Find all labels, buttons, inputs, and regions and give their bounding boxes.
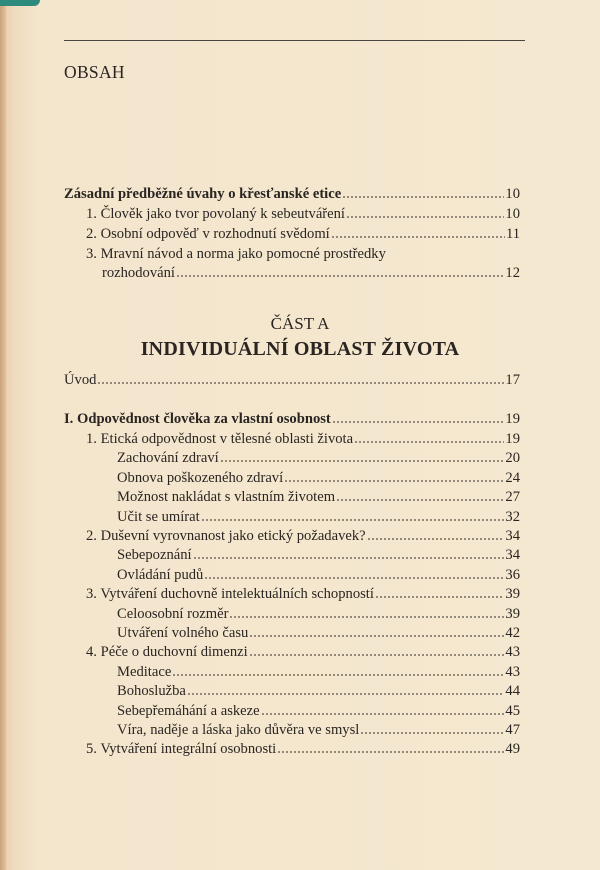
dot-leader — [97, 381, 504, 385]
dot-leader — [375, 595, 505, 599]
entry-title-line1: 3. Mravní návod a norma jako pomocné prostředky — [86, 246, 386, 262]
toc-entry — [86, 527, 520, 545]
toc-entry — [117, 624, 520, 642]
toc-entry — [86, 205, 520, 223]
entry-title: I. Odpovědnost člověka za vlastní osobnost — [64, 411, 331, 427]
toc-entry-uvod — [64, 371, 520, 389]
entry-title: Celoosobní rozměr — [117, 605, 229, 622]
entry-title: Ovládání pudů — [117, 566, 204, 583]
entry-page: 39 — [505, 586, 520, 603]
toc-entry — [117, 546, 520, 564]
dot-leader — [249, 653, 505, 657]
entry-page: 20 — [505, 450, 520, 467]
dot-leader — [261, 712, 505, 716]
toc-entry — [117, 663, 520, 681]
entry-title: Meditace — [117, 663, 172, 680]
toc-entry — [86, 643, 520, 661]
dot-leader — [336, 498, 504, 502]
entry-title: Zachování zdraví — [117, 450, 219, 467]
part-title: INDIVIDUÁLNÍ OBLAST ŽIVOTA — [140, 338, 460, 360]
dot-leader — [277, 750, 504, 754]
dot-leader — [229, 615, 504, 619]
entry-page: 12 — [505, 265, 520, 281]
toc-entry — [117, 469, 520, 487]
entry-page: 34 — [505, 547, 520, 564]
entry-page: 19 — [505, 411, 520, 427]
dot-leader — [176, 274, 504, 278]
dot-leader — [367, 537, 505, 541]
page-gutter — [0, 0, 6, 870]
toc-chapter-title — [64, 410, 520, 428]
entry-title: Možnost nakládat s vlastním životem — [117, 489, 336, 506]
entry-page: 39 — [505, 605, 520, 622]
entry-page: 27 — [505, 489, 520, 506]
entry-title: Sebepřemáhání a askeze — [117, 702, 260, 719]
entry-page: 44 — [505, 683, 520, 700]
entry-title: 4. Péče o duchovní dimenzi — [86, 644, 248, 661]
dot-leader — [187, 692, 504, 696]
entry-page: 43 — [505, 663, 520, 680]
toc-entry — [86, 740, 520, 758]
toc-entry — [117, 508, 520, 526]
toc-entry — [86, 430, 520, 448]
entry-title: Obnova poškozeného zdraví — [117, 469, 284, 486]
toc-entry-intro — [64, 185, 520, 203]
entry-title: 2. Duševní vyrovnanost jako etický požadavek? — [86, 528, 366, 544]
dot-leader — [284, 479, 504, 483]
toc-entry — [117, 566, 520, 584]
entry-title: Víra, naděje a láska jako důvěra ve smysl — [117, 722, 360, 738]
toc-entry — [102, 264, 520, 282]
entry-title: 1. Etická odpovědnost v tělesné oblasti života — [86, 431, 354, 447]
dot-leader — [193, 556, 505, 560]
dot-leader — [249, 634, 504, 638]
entry-title: Úvod — [64, 372, 97, 388]
entry-page: 47 — [505, 722, 520, 738]
entry-title: Zásadní předběžné úvahy o křesťanské etice — [64, 186, 342, 202]
bookmark-tab — [0, 0, 40, 6]
dot-leader — [346, 215, 504, 219]
entry-page: 11 — [505, 226, 520, 242]
toc-entry — [86, 585, 520, 603]
entry-page: 49 — [505, 741, 520, 758]
header-rule — [64, 40, 525, 41]
part-label: ČÁST A — [270, 314, 330, 333]
entry-page: 34 — [505, 528, 520, 544]
entry-page: 42 — [505, 625, 520, 641]
toc-entry — [117, 682, 520, 700]
dot-leader — [360, 731, 504, 735]
entry-page: 10 — [505, 206, 520, 222]
toc-entry — [117, 702, 520, 720]
entry-page: 10 — [505, 186, 520, 202]
entry-page: 17 — [505, 372, 520, 388]
entry-page: 45 — [505, 702, 520, 719]
entry-page: 19 — [505, 431, 520, 447]
entry-page: 43 — [505, 644, 520, 661]
dot-leader — [220, 459, 505, 463]
entry-title: 1. Člověk jako tvor povolaný k sebeutváření — [86, 206, 345, 222]
toc-entry — [117, 449, 520, 467]
dot-leader — [172, 673, 504, 677]
entry-title: Bohoslužba — [117, 683, 186, 700]
contents-heading: OBSAH — [64, 62, 125, 82]
entry-title-line2: rozhodování — [102, 265, 175, 281]
dot-leader — [332, 420, 505, 424]
entry-page: 32 — [505, 508, 520, 525]
entry-page: 36 — [505, 566, 520, 583]
dot-leader — [354, 440, 504, 444]
toc-entry — [117, 488, 520, 506]
toc-entry — [117, 605, 520, 623]
entry-title: 2. Osobní odpověď v rozhodnutí svědomí — [86, 226, 330, 242]
dot-leader — [204, 576, 504, 580]
dot-leader — [342, 195, 504, 199]
toc-entry — [86, 225, 520, 243]
entry-title: Sebepoznání — [117, 547, 192, 564]
entry-page: 24 — [505, 469, 520, 486]
dot-leader — [201, 518, 505, 522]
entry-title: 5. Vytváření integrální osobnosti — [86, 741, 277, 758]
dot-leader — [331, 235, 505, 239]
toc-entry — [117, 721, 520, 739]
entry-title: Utváření volného času — [117, 625, 249, 641]
entry-title: 3. Vytváření duchovně intelektuálních schopností — [86, 586, 374, 603]
entry-title: Učit se umírat — [117, 508, 200, 525]
